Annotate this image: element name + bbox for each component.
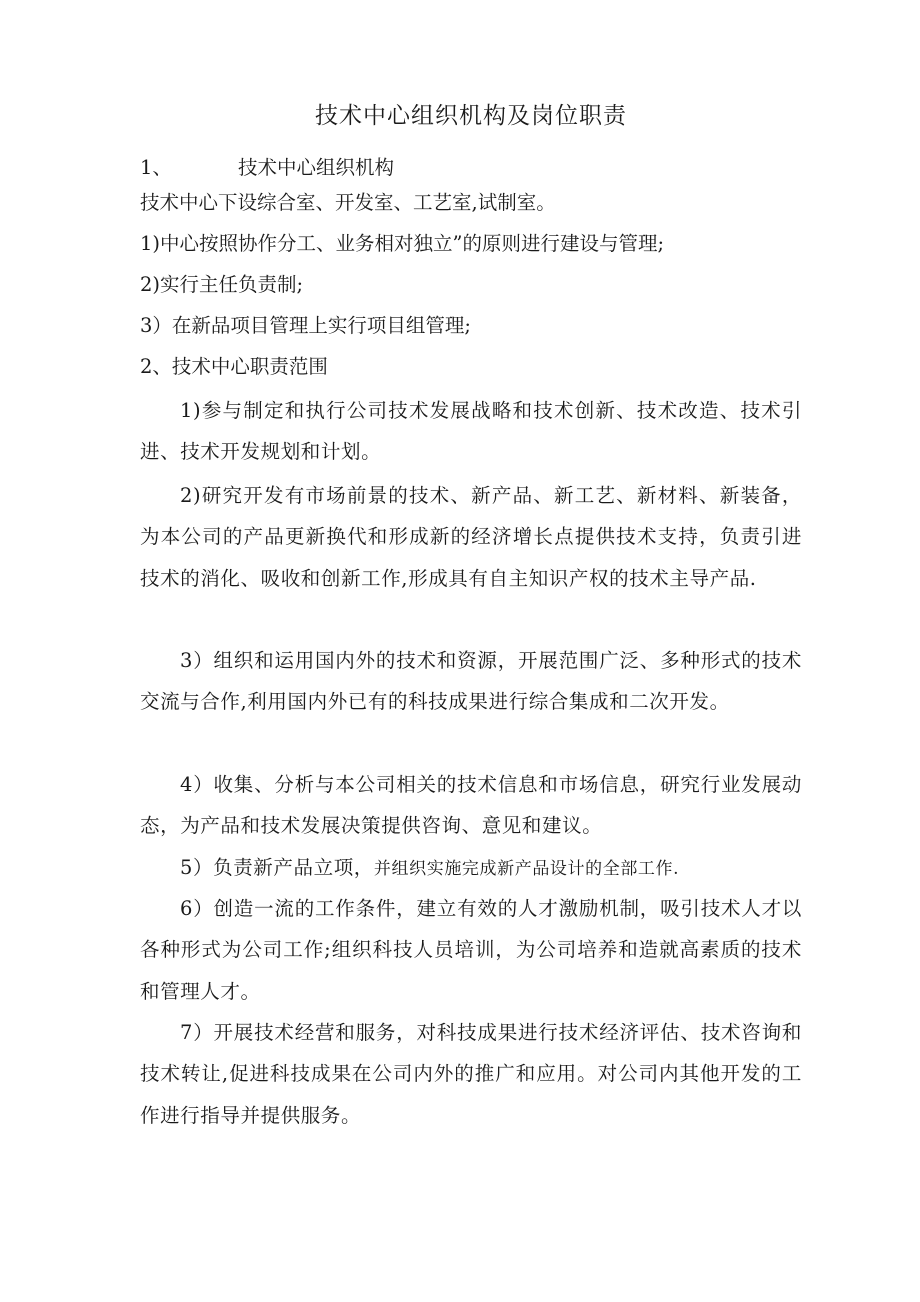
section1-number: 1、 bbox=[140, 156, 172, 179]
section2-item-1: 1)参与制定和执行公司技术发展战略和技术创新、技术改造、技术引进、技术开发规划和计划。 bbox=[140, 399, 802, 464]
section2-item-5-rest: 并组织实施完成新产品设计的全部工作. bbox=[373, 859, 680, 879]
section2-heading: 2、技术中心职责范围 bbox=[140, 355, 328, 378]
document-title: 技术中心组织机构及岗位职责 bbox=[315, 103, 627, 129]
section2-item-3: 3）组织和运用国内外的技术和资源，开展范围广泛、多种形式的技术交流与合作,利用国内外已有的科技成果进行综合集成和二次开发。 bbox=[140, 649, 802, 714]
section1-intro: 技术中心下设综合室、开发室、工艺室,试制室。 bbox=[140, 191, 556, 214]
section1-item-1: 1)中心按照协作分工、业务相对独立”的原则进行建设与管理; bbox=[140, 232, 665, 255]
section1-item-2: 2)实行主任负责制; bbox=[140, 273, 304, 296]
section2-item-5 bbox=[140, 847, 802, 890]
section2-item-6: 6）创造一流的工作条件，建立有效的人才激励机制，吸引技术人才以各种形式为公司工作;组织科技人员培训，为公司培养和造就高素质的技术和管理人才。 bbox=[140, 897, 802, 1003]
section2-item-2: 2)研究开发有市场前景的技术、新产品、新工艺、新材料、新装备，为本公司的产品更新换代和形成新的经济增长点提供技术支持，负责引进技术的消化、吸收和创新工作,形成具有自主知识产权的技术主导产品. bbox=[140, 484, 802, 590]
section2-item-4: 4）收集、分析与本公司相关的技术信息和市场信息，研究行业发展动态，为产品和技术发展决策提供咨询、意见和建议。 bbox=[140, 773, 802, 838]
section1-heading-text: 技术中心组织机构 bbox=[238, 156, 395, 179]
section1-item-3: 3）在新品项目管理上实行项目组管理; bbox=[140, 314, 471, 337]
section2-item-5-lead: 5）负责新产品立项， bbox=[180, 856, 374, 879]
section2-item-7: 7）开展技术经营和服务，对科技成果进行技术经济评估、技术咨询和技术转让,促进科技成果在公司内外的推广和应用。对公司内其他开发的工作进行指导并提供服务。 bbox=[140, 1021, 802, 1127]
